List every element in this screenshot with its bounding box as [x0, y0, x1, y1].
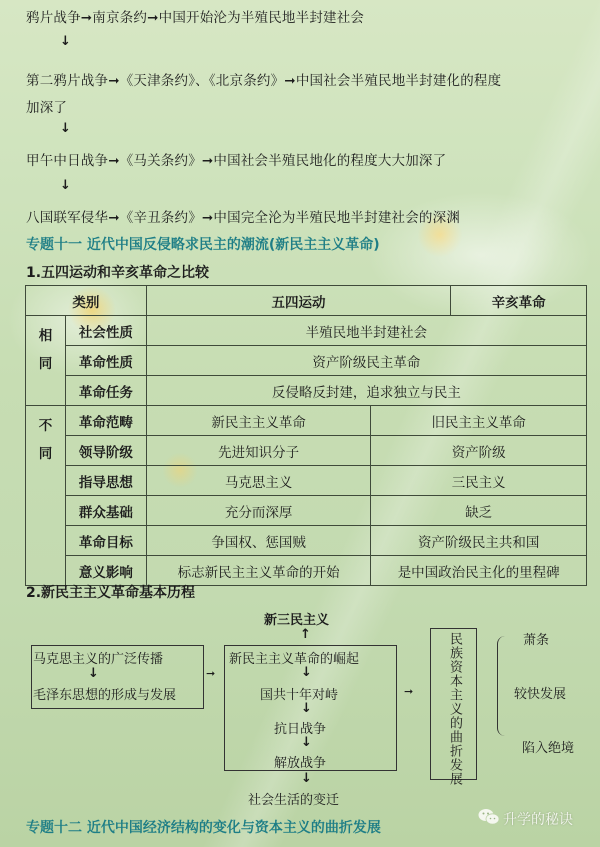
- table-row: [26, 556, 587, 586]
- table-row: [26, 436, 587, 466]
- down-arrow-icon: ↓: [60, 34, 71, 49]
- row-category: 群众基础: [65, 496, 146, 526]
- flow-text: 马克思主义的广泛传播: [33, 652, 164, 667]
- brace-icon: [497, 636, 508, 736]
- table-row: [26, 526, 587, 556]
- row-may-fourth: 争国权、惩国贼: [146, 526, 371, 556]
- row-category: 领导阶级: [65, 436, 146, 466]
- right-arrow-icon: ➞: [404, 685, 414, 698]
- group-char: 相: [38, 328, 53, 344]
- row-xinhai: 资产阶级: [371, 436, 587, 466]
- timeline-line-sino-japanese-war: 甲午中日战争➞《马关条约》➞中国社会半殖民地化的程度大大加深了: [26, 153, 447, 169]
- branch-depression: 萧条: [523, 633, 550, 648]
- down-arrow-icon: ↓: [88, 666, 99, 681]
- group-char: 不: [38, 418, 53, 434]
- row-xinhai: 是中国政治民主化的里程碑: [371, 556, 587, 586]
- timeline-line-opium-war: 鸦片战争➞南京条约➞中国开始沦为半殖民地半封建社会: [26, 10, 365, 26]
- flow-text: 解放战争: [274, 756, 327, 771]
- header-xinhai: 辛亥革命: [451, 286, 587, 316]
- flow-text: 毛泽东思想的形成与发展: [33, 688, 177, 703]
- down-arrow-icon: ↓: [301, 735, 312, 750]
- row-category: 意义影响: [65, 556, 146, 586]
- flow-text: 国共十年对峙: [260, 688, 339, 703]
- down-arrow-icon: ↓: [301, 665, 312, 680]
- row-xinhai: 资产阶级民主共和国: [371, 526, 587, 556]
- watermark-text: 升学的秘诀: [503, 812, 573, 828]
- row-xinhai: 旧民主主义革命: [371, 406, 587, 436]
- down-arrow-icon: ↓: [60, 178, 71, 193]
- topic-12-title: 专题十二 近代中国经济结构的变化与资本主义的曲折发展: [26, 820, 381, 836]
- table-row: [26, 466, 587, 496]
- row-may-fourth: 新民主主义革命: [146, 406, 371, 436]
- wechat-icon: [478, 808, 500, 826]
- row-may-fourth: 马克思主义: [146, 466, 371, 496]
- group-label-same: [26, 316, 66, 406]
- up-arrow-icon: ↑: [300, 627, 311, 642]
- table-header-row: [26, 286, 587, 316]
- row-may-fourth: 标志新民主主义革命的开始: [146, 556, 371, 586]
- row-value: 反侵略反封建，追求独立与民主: [146, 376, 586, 406]
- row-category: 革命性质: [65, 346, 146, 376]
- group-label-different: [26, 406, 66, 586]
- flow-text: 抗日战争: [274, 722, 327, 737]
- header-may-fourth: 五四运动: [146, 286, 450, 316]
- timeline-line-eight-nation-alliance: 八国联军侵华➞《辛丑条约》➞中国完全沦为半殖民地半封建社会的深渊: [26, 210, 461, 226]
- header-category: 类别: [26, 286, 147, 316]
- row-category: 革命范畴: [65, 406, 146, 436]
- table-row: [26, 316, 587, 346]
- row-xinhai: 三民主义: [371, 466, 587, 496]
- section-2-title: 2.新民主主义革命基本历程: [26, 585, 196, 601]
- row-value: 半殖民地半封建社会: [146, 316, 586, 346]
- flow-text: 新民主主义革命的崛起: [229, 652, 360, 667]
- row-value: 资产阶级民主革命: [146, 346, 586, 376]
- comparison-table: [25, 285, 587, 586]
- row-category: 革命任务: [65, 376, 146, 406]
- group-char: 同: [38, 446, 53, 462]
- flow-bottom-label: 社会生活的变迁: [248, 793, 340, 808]
- timeline-line-second-opium-war: 第二鸦片战争➞《天津条约》、《北京条约》➞中国社会半殖民地半封建化的程度: [26, 73, 502, 89]
- flow-top-label: 新三民主义: [264, 613, 330, 628]
- group-char: 同: [38, 356, 53, 372]
- table-row: [26, 346, 587, 376]
- right-arrow-icon: ➞: [206, 667, 216, 680]
- row-may-fourth: 先进知识分子: [146, 436, 371, 466]
- row-category: 革命目标: [65, 526, 146, 556]
- flow-vertical-text: 民族资本主义的曲折发展: [447, 632, 462, 786]
- table-row: [26, 376, 587, 406]
- branch-rapid-growth: 较快发展: [514, 687, 567, 702]
- table-row: [26, 406, 587, 436]
- down-arrow-icon: ↓: [301, 701, 312, 716]
- table-row: [26, 496, 587, 526]
- row-may-fourth: 充分而深厚: [146, 496, 371, 526]
- branch-desperate: 陷入绝境: [522, 741, 575, 756]
- down-arrow-icon: ↓: [301, 771, 312, 786]
- down-arrow-icon: ↓: [60, 121, 71, 136]
- section-1-title: 1.五四运动和辛亥革命之比较: [26, 265, 210, 281]
- topic-11-title: 专题十一 近代中国反侵略求民主的潮流(新民主主义革命): [26, 237, 380, 253]
- row-xinhai: 缺乏: [371, 496, 587, 526]
- row-category: 社会性质: [65, 316, 146, 346]
- row-category: 指导思想: [65, 466, 146, 496]
- timeline-line-second-opium-war-cont: 加深了: [26, 100, 68, 116]
